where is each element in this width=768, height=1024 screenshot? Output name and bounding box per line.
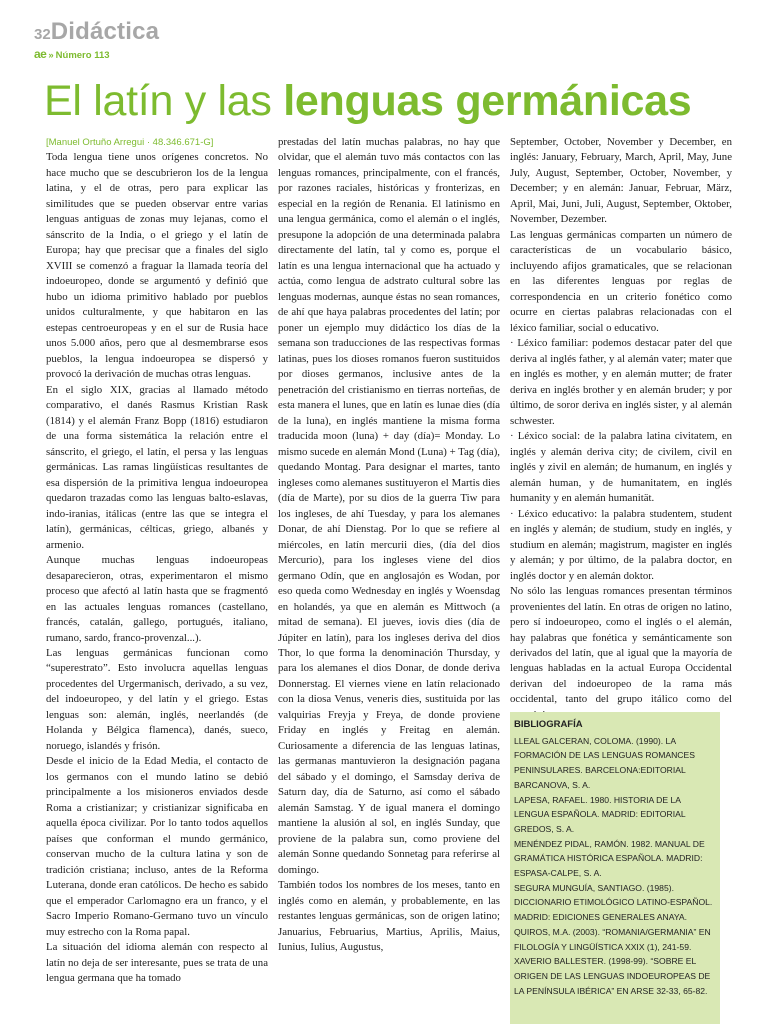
- issue-line: [34, 47, 159, 61]
- paragraph: · Léxico social: de la palabra latina civitatem, en inglés y alemán deriva city; de civilem, civil en inglés y zivil en alemán; de humanum, en inglés y alemán human, y de humanitatem, en inglés humanity y en alemán humanität.: [510, 430, 732, 505]
- section-name: Didáctica: [50, 18, 160, 45]
- bibliography-entry: MENÉNDEZ PIDAL, RAMÓN. 1982. MANUAL DE GRAMÁTICA HISTÓRICA ESPAÑOLA. MADRID: ESPASA-CALPE, S. A.: [514, 838, 705, 879]
- bibliography-heading: BIBLIOGRAFÍA: [514, 719, 583, 730]
- paragraph: Toda lengua tiene unos orígenes concretos. No hace mucho que se descubrieron los de la lengua latina, y el de otras, pero para explicar las similitudes que se pueden observar entre varias lenguas antiguas de zonas muy lejanas, como el sánscrito de la India, o el griego y el latín de Europa; hay que precisar que a finales del siglo XVIII se comenzó a fraguar la llamada teoría del indoeuropeo, donde se argumentó y definió que hubo un idioma primitivo hablado por pueblos unidos culturalmente, y que habitaron en las estepas centroeuropeas y en el sur de Rusia hace unos 5.000 años, pero que al desmembrarse esos pueblos, la lengua indoeuropea se dispersó y provocó la derivación de muchas otras lenguas.: [46, 151, 268, 381]
- bibliography-entry: LAPESA, RAFAEL. 1980. HISTORIA DE LA LENGUA ESPAÑOLA. MADRID: EDITORIAL GREDOS, S. A.: [514, 794, 686, 834]
- bibliography-box: [510, 712, 720, 1024]
- issue-number: Número 113: [55, 50, 110, 61]
- title-bold: lenguas germánicas: [283, 77, 692, 125]
- bibliography-entry: SEGURA MUNGUÍA, SANTIAGO. (1985). DICCIONARIO ETIMOLÓGICO LATINO-ESPAÑOL. MADRID: EDICIONES GENERALES ANAYA.: [514, 882, 713, 923]
- paragraph: Las lenguas germánicas comparten un número de características de un vocabulario básico, incluyendo afijos gramaticales, que se relacionan en las diferentes lenguas por reglas de correspondencia en un criterio fonético como ocurre en ciertas palabras relacionadas con el léxico familiar, social o educativo.: [510, 228, 732, 334]
- magazine-logo: ae: [34, 47, 47, 61]
- paragraph: · Léxico familiar: podemos destacar pater del que deriva al inglés father, y al alemán vater; mater que en inglés es mother, y en alemán mutter; de frater deriva en inglés brother y en alemán bruder; y por último, de soror deriva en inglés sister, y al alemán schwester.: [510, 337, 732, 427]
- paragraph: · Léxico educativo: la palabra studentem, student en inglés y alemán; de studium, study en inglés, y studium en alemán; magistrum, magister en inglés y alemán; y por último, de la palabra doctor, en inglés doctor y en alemán doktor.: [510, 507, 732, 582]
- paragraph: No sólo las lenguas romances presentan términos provenientes del latín. En otras de origen no latino, pero sí indoeuropeo, como el inglés o el alemán, hay palabras que fonética y semánticamente son derivados del latín, que al igual que la mayoría de lenguas habladas en la actual Europa Occidental derivan del indoeuropeo de la rama más occidental, tanto del grupo itálico como del: [510, 585, 732, 706]
- paragraph: La situación del idioma alemán con respecto al latín no deja de ser interesante, pues se trata de una lengua germana que ha tomado: [46, 941, 268, 985]
- paragraph: En el siglo XIX, gracias al llamado método comparativo, el danés Rasmus Kristian Rask (1814) y el alemán Franz Bopp (1816) estudiaron de una forma sistemática la relación entre el sánscrito, el griego, el latín, el persa y las lenguas germánicas. Las ramas lingüísticas resultantes de esa dispersión de la primitiva lengua indoeuropea quedaron trazadas como las lenguas balto-eslavas, indo-iranias, itálicas (entre las que se integra el latín), germánicas, célticas, griego, albanés y armenio.: [46, 383, 268, 551]
- paragraph: September, October, November y December, en inglés: January, February, March, April, May, June July, August, September, October, November, y December; y en alemán: Januar, Februar, März, April, Mai, Juni, Juli, August, September, Oktober, November, Dezember.: [510, 136, 732, 226]
- paragraph: prestadas del latín muchas palabras, no hay que olvidar, que el alemán tuvo más contactos con las lenguas romances, principalmente, con el francés, por razones raciales, históricas y fronterizas, en especial en la región de Renania. El latinismo en una lengua germánica, como el alemán o el inglés, presupone la adopción de una determinada palabra directamente del latín, tal y como es, porque el latín es una lengua internacional que ha actuado y actúa, como lengua de adstrato cultural sobre las lenguas modernas, aunque éstas no sean romances, de ahí que haya palabras procedentes del latín; por poner un ejemplo muy didáctico los días de la semana son traducciones de las respectivas formas latinas, pues los dioses romanos fueron sustituidos por dioses germanos, inclusive antes de la penetración del cristianismo en tierras norteñas, de esta manera el lunes, que en latín es lunae dies (día de la luna), en inglés mantiene la misma forma traducida moon (luna) + day (día)= Monday. Lo mismo sucede en alemán Mond (Luna) + Tag (día), quedando Montag. Para designar el martes, tanto ingleses como alemanes sustituyeron el Martis dies (día de Marte), por su dios de la guerra Tiw para los ingleses, de ahí Tuesday, y para los alemanes Donar, de ahí Dienstag. Por lo que se refiere al miércoles, en latín mercurii dies, (día del dios Mercurio), para los ingleses viene del dios germano Odín, que en anglosajón es Wodan, por eso queda como Wednesday en inglés y Woensdag en holandés, ya que en alemán es Mittwoch (a mitad de semana). El jueves, iovis dies (día de Júpiter en latín), para los ingleses deriva del dios Thor, lo que forma la denominación Thursday, y para los alemanes el dios Donar, de donde deriva Donnerstag. El viernes viene en latín relacionado con la diosa Venus, veneris dies, sustituida por las valquirias Freyja y Freya, de donde proviene Friday en inglés y Freitag en alemán. Curiosamente a diferencia de las lenguas latinas, las germanas mantuvieron la designación pagana del sábado y el domingo, el Samsday deriva de Saturn day, día de Saturno, así como el sábado alemán Samstag. Y de igual manera el domingo mantiene la alusión al sol, en inglés Sunday, que proviene de la palabra sun, como proviene del alemán Sonne quedando Sonnetag para referirse al domingo.: [278, 136, 500, 876]
- article-column-3: [510, 135, 732, 707]
- article-column-1: [46, 135, 268, 987]
- paragraph: Las lenguas germánicas funcionan como “superestrato”. Esto involucra aquellas lenguas procedentes del Urgermanisch, derivado, a su vez, del indoeuropeo, y del latín y el griego. Estas lenguas son: alemán, inglés, neerlandés (de Holanda y Bélgica flamenca), danés, sueco, noruego, islandés y frisón.: [46, 646, 268, 752]
- article-title: [44, 76, 691, 128]
- bibliography-entry: XAVERIO BALLESTER. (1998-99). “SOBRE EL ORIGEN DE LAS LENGUAS INDOEUROPEAS DE LA PENÍNSULA IBÉRICA” EN ARSE 32-33, 65-82.: [514, 956, 711, 996]
- page-number: 32: [34, 26, 51, 43]
- paragraph: Aunque muchas lenguas indoeuropeas desaparecieron, otras, experimentaron el mismo proceso que afectó al latín hasta que se fragmentó en las actuales lenguas romances (castellano, francés, catalán, gallego, portugués, italiano, rumano, sardo, franco-provenzal...).: [46, 554, 268, 644]
- title-light: El latín y las: [44, 77, 272, 125]
- author-line: [Manuel Ortuño Arregui · 48.346.671-G]: [46, 137, 214, 148]
- article-column-2: [278, 135, 500, 956]
- section-heading: [34, 18, 159, 46]
- paragraph: También todos los nombres de los meses, tanto en inglés como en alemán, y probablemente, en las restantes lenguas germánicas, son de origen latino; Januarius, Februarius, Martius, Aprilis, Maius, Iunius, Iulius, Augustus,: [278, 879, 500, 954]
- bibliography-entry: LLEAL GALCERAN, COLOMA. (1990). LA FORMACIÓN DE LAS LENGUAS ROMANCES PENINSULARES. BARCELONA:EDITORIAL BARCANOVA, S. A.: [514, 735, 695, 790]
- double-arrow-icon: »: [48, 50, 54, 61]
- page-header: [34, 18, 159, 61]
- bibliography-entry: QUIROS, M.A. (2003). “ROMANIA/GERMANIA” EN FILOLOGÍA Y LINGÜÍSTICA XXIX (1), 241-59.: [514, 926, 711, 952]
- paragraph: Desde el inicio de la Edad Media, el contacto de los germanos con el mundo latino se debió principalmente a los misioneros enviados desde Roma a cristianizar; y cristianizar significaba en aquella época civilizar. Por lo tanto todos aquellos países que conforman el mundo germánico, conservan mucho de la cultura latina y son de tradición cristiana; incluso, antes de la Reforma Luterana, donde eran católicos. De hecho es sabido que el emperador Carlomagno era un franco, y el Sacro Imperio Romano-Germano tuvo un vínculo muy estrecho con la Roma papal.: [46, 755, 268, 938]
- column-3-text: [510, 135, 732, 707]
